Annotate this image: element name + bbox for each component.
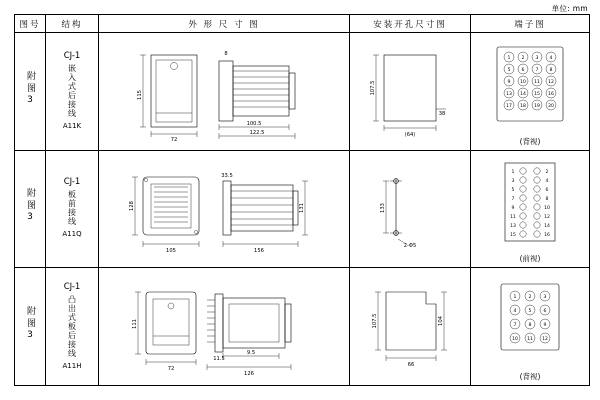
svg-text:2: 2: [521, 56, 525, 61]
structure-code: CJ-1: [63, 281, 81, 292]
row1-outline-drawing: [99, 33, 350, 151]
structure-text: 嵌入式后接线: [67, 63, 77, 118]
outline-drawing-3: [99, 268, 349, 384]
unit-note: 单位: mm: [551, 4, 588, 13]
svg-text:13: 13: [506, 92, 512, 97]
svg-text:6: 6: [521, 68, 525, 73]
header-figure-no: 图号: [15, 15, 46, 33]
svg-text:133: 133: [380, 202, 386, 213]
row2-outline-drawing: [99, 150, 350, 268]
table-row: [15, 268, 590, 386]
table-row: [15, 33, 590, 151]
svg-text:104: 104: [438, 316, 444, 327]
terminal-caption-1: (背视): [519, 136, 541, 146]
svg-text:8: 8: [528, 323, 532, 329]
svg-text:131: 131: [299, 202, 305, 213]
svg-text:1: 1: [511, 169, 515, 175]
svg-text:72: 72: [167, 366, 175, 373]
table-row: [15, 150, 590, 268]
structure-code: CJ-1: [63, 177, 81, 188]
svg-text:9: 9: [511, 205, 515, 211]
svg-text:105: 105: [166, 247, 176, 254]
svg-text:12: 12: [544, 214, 550, 220]
mounting-drawing-1: [350, 33, 470, 149]
mounting-drawing-2: [350, 151, 470, 267]
svg-text:126: 126: [244, 371, 254, 378]
svg-text:8: 8: [549, 68, 553, 73]
svg-text:9: 9: [507, 80, 511, 85]
svg-text:11.5: 11.5: [213, 356, 225, 363]
row3-figure-no: [15, 268, 46, 386]
svg-text:115: 115: [137, 90, 143, 100]
structure-text: 凸出式板后接线: [67, 294, 77, 358]
svg-text:2-Φ5: 2-Φ5: [403, 242, 417, 249]
svg-text:5: 5: [528, 309, 532, 315]
outline-drawing-2: [99, 151, 349, 267]
row2-mounting-drawing: [350, 150, 471, 268]
row1-structure: [46, 33, 99, 151]
terminal-diagram-2: [471, 151, 589, 267]
svg-text:19: 19: [534, 104, 540, 109]
svg-text:38: 38: [438, 111, 446, 117]
row1-figure-no: [15, 33, 46, 151]
svg-text:107.5: 107.5: [372, 313, 378, 329]
svg-text:2: 2: [528, 295, 532, 301]
structure-sub: A11K: [62, 121, 82, 130]
svg-text:16: 16: [544, 232, 550, 238]
svg-text:14: 14: [520, 92, 526, 97]
svg-text:66: 66: [407, 362, 415, 369]
svg-text:14: 14: [544, 223, 550, 229]
figure-no-label: 附图3: [25, 306, 35, 344]
row3-structure: [46, 268, 99, 386]
svg-text:(64): (64): [404, 132, 416, 138]
row3-terminal-diagram: [471, 268, 590, 386]
row1-terminal-diagram: [471, 33, 590, 151]
figure-no-label: 附图3: [25, 70, 35, 108]
row2-terminal-diagram: [471, 150, 590, 268]
svg-text:13: 13: [510, 223, 516, 229]
structure-text: 板前接线: [67, 190, 77, 227]
row3-outline-drawing: [99, 268, 350, 386]
svg-text:1: 1: [507, 56, 511, 61]
svg-text:128: 128: [129, 200, 135, 211]
svg-text:3: 3: [535, 56, 539, 61]
svg-text:1: 1: [513, 295, 517, 301]
terminal-diagram-1: [471, 33, 589, 149]
svg-text:3: 3: [543, 295, 547, 301]
structure-code: CJ-1: [63, 50, 81, 61]
svg-text:5: 5: [507, 68, 511, 73]
terminal-diagram-3: [471, 268, 589, 384]
svg-text:6: 6: [543, 309, 547, 315]
svg-text:10: 10: [512, 337, 518, 343]
svg-text:156: 156: [254, 247, 264, 254]
header-outline-drawing: 外 形 尺 寸 图: [99, 15, 350, 33]
svg-text:20: 20: [548, 104, 554, 109]
svg-text:72: 72: [170, 137, 178, 143]
terminal-caption-2: (前视): [519, 254, 541, 264]
svg-text:11: 11: [510, 214, 516, 220]
row2-figure-no: [15, 150, 46, 268]
svg-text:5: 5: [511, 187, 515, 193]
svg-text:10: 10: [544, 205, 550, 211]
structure-sub: A11H: [62, 361, 82, 370]
svg-text:17: 17: [506, 104, 512, 109]
svg-text:8: 8: [545, 196, 549, 202]
svg-text:10: 10: [520, 80, 526, 85]
svg-text:33.5: 33.5: [221, 172, 233, 179]
header-structure: 结构: [46, 15, 99, 33]
svg-text:4: 4: [513, 309, 517, 315]
svg-text:18: 18: [520, 104, 526, 109]
table-header-row: [15, 15, 590, 33]
svg-text:9.5: 9.5: [246, 350, 256, 357]
structure-sub: A11Q: [62, 230, 82, 239]
svg-text:122.5: 122.5: [249, 130, 265, 136]
svg-text:3: 3: [511, 178, 515, 184]
specification-table: [14, 14, 590, 386]
header-mounting-cutout: 安装开孔尺寸图: [350, 15, 471, 33]
row1-mounting-drawing: [350, 33, 471, 151]
figure-no-label: 附图3: [25, 188, 35, 226]
svg-text:12: 12: [542, 337, 548, 343]
row2-structure: [46, 150, 99, 268]
row3-mounting-drawing: [350, 268, 471, 386]
svg-text:6: 6: [545, 187, 549, 193]
svg-text:4: 4: [545, 178, 549, 184]
svg-text:8: 8: [224, 51, 228, 57]
mounting-drawing-3: [350, 268, 470, 384]
svg-text:15: 15: [510, 232, 516, 238]
svg-text:111: 111: [132, 319, 138, 330]
svg-text:11: 11: [527, 337, 533, 343]
svg-text:12: 12: [548, 80, 554, 85]
svg-text:7: 7: [511, 196, 515, 202]
svg-text:7: 7: [513, 323, 517, 329]
outline-drawing-1: [99, 33, 349, 149]
svg-text:16: 16: [548, 92, 554, 97]
svg-text:100.5: 100.5: [246, 121, 262, 127]
svg-text:11: 11: [534, 80, 540, 85]
svg-text:7: 7: [535, 68, 539, 73]
terminal-caption-3: (背视): [519, 372, 541, 381]
svg-text:2: 2: [545, 169, 549, 175]
svg-text:107.5: 107.5: [370, 80, 376, 96]
svg-text:15: 15: [534, 92, 540, 97]
svg-text:9: 9: [543, 323, 547, 329]
header-terminal-diagram: 端子图: [471, 15, 590, 33]
svg-text:4: 4: [549, 56, 553, 61]
